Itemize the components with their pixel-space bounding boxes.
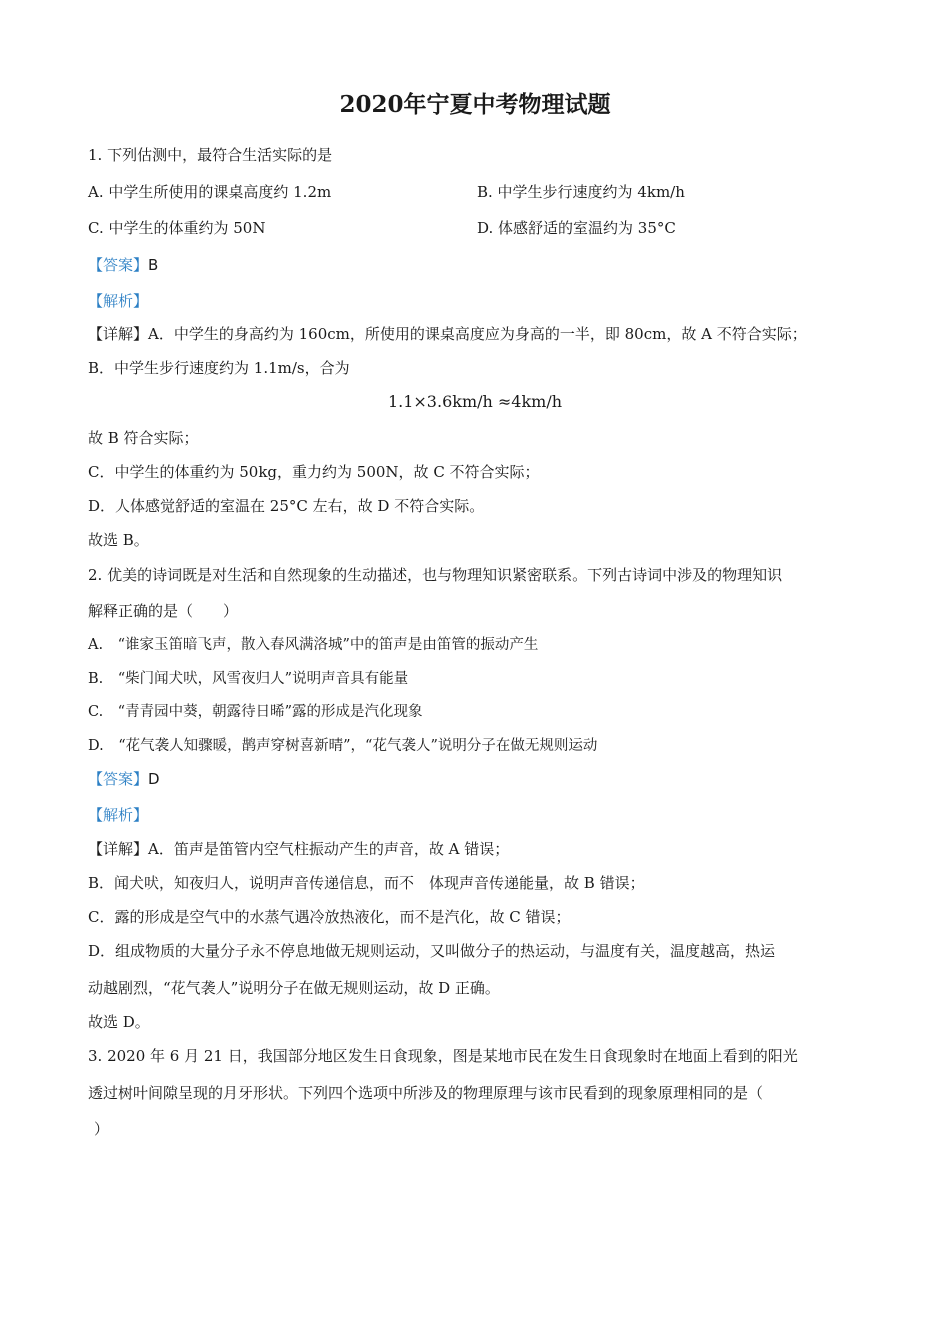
q1-detail-b: B．中学生步行速度约为 1.1m/s，合为 [88,359,350,377]
q2-answer-value: D [148,770,160,788]
q1-answer-value: B [148,256,159,274]
q1-detail-c: C．中学生的体重约为 50kg，重力约为 500N，故 C 不符合实际； [88,463,540,481]
q1-choose: 故选 B。 [88,531,149,549]
q2-detail-c: C．露的形成是空气中的水蒸气遇冷放热液化，而不是汽化，故 C 错误； [88,908,571,926]
q1-answer-line [88,255,858,275]
q3-stem-line3: ） [94,1120,110,1138]
q2-answer-tag: 【答案】 [88,770,149,788]
q2-stem-line2: 解释正确的是（ ） [88,602,239,620]
q1-option-b: B. 中学生步行速度约为 4km/h [477,183,685,201]
q2-analysis-line [88,805,858,825]
q2-choose: 故选 D。 [88,1013,150,1031]
q1-option-d: D. 体感舒适的室温约为 35°C [477,219,676,237]
q1-detail-d: D．人体感觉舒适的室温在 25°C 左右，故 D 不符合实际。 [88,497,485,515]
page-title: 2020年宁夏中考物理试题 [339,91,611,118]
q3-stem-line2: 透过树叶间隙呈现的月牙形状。下列四个选项中所涉及的物理原理与该市民看到的现象原理相同的是（ [88,1084,764,1102]
q2-option-c: C. “青青园中葵，朝露待日晞”露的形成是汽化现象 [88,704,423,720]
q3-stem-line1: 3. 2020 年 6 月 21 日，我国部分地区发生日食现象，图是某地市民在发生日食现象时在地面上看到的阳光 [88,1047,798,1065]
q1-stem: 1. 下列估测中，最符合生活实际的是 [88,146,333,164]
q2-answer-line [88,769,858,789]
q2-detail-b: B．闻犬吠，知夜归人，说明声音传递信息，而不 体现声音传递能量，故 B 错误； [88,874,645,892]
q2-detail-d1: D．组成物质的大量分子永不停息地做无规则运动，又叫做分子的热运动，与温度有关，温度越高，热运 [88,942,776,960]
q1-detail-b2: 故 B 符合实际； [88,429,199,447]
q1-option-c: C. 中学生的体重约为 50N [88,219,266,237]
q1-detail-a: 【详解】A．中学生的身高约为 160cm，所使用的课桌高度应为身高的一半，即 80cm，故 A 不符合实际； [88,325,807,343]
q2-option-d: D. “花气袭人知骤暖，鹊声穿树喜新晴”，“花气袭人”说明分子在做无规则运动 [88,738,598,754]
q2-option-a: A. “谁家玉笛暗飞声，散入春风满洛城”中的笛声是由笛管的振动产生 [88,637,539,653]
q2-detail-d2: 动越剧烈，“花气袭人”说明分子在做无规则运动，故 D 正确。 [88,979,500,997]
q1-answer-tag: 【答案】 [88,256,149,274]
q1-analysis-tag: 【解析】 [88,292,149,310]
q2-stem-line1: 2. 优美的诗词既是对生活和自然现象的生动描述，也与物理知识紧密联系。下列古诗词中涉及的物理知识 [88,566,783,584]
q1-option-a: A. 中学生所使用的课桌高度约 1.2m [88,183,332,201]
q1-analysis-line [88,291,858,311]
q1-formula: 1.1×3.6km/h ≈4km/h [387,392,563,411]
q2-analysis-tag: 【解析】 [88,806,149,824]
q2-detail-a: 【详解】A．笛声是笛管内空气柱振动产生的声音，故 A 错误； [88,840,510,858]
q2-option-b: B. “柴门闻犬吠，风雪夜归人”说明声音具有能量 [88,671,409,687]
